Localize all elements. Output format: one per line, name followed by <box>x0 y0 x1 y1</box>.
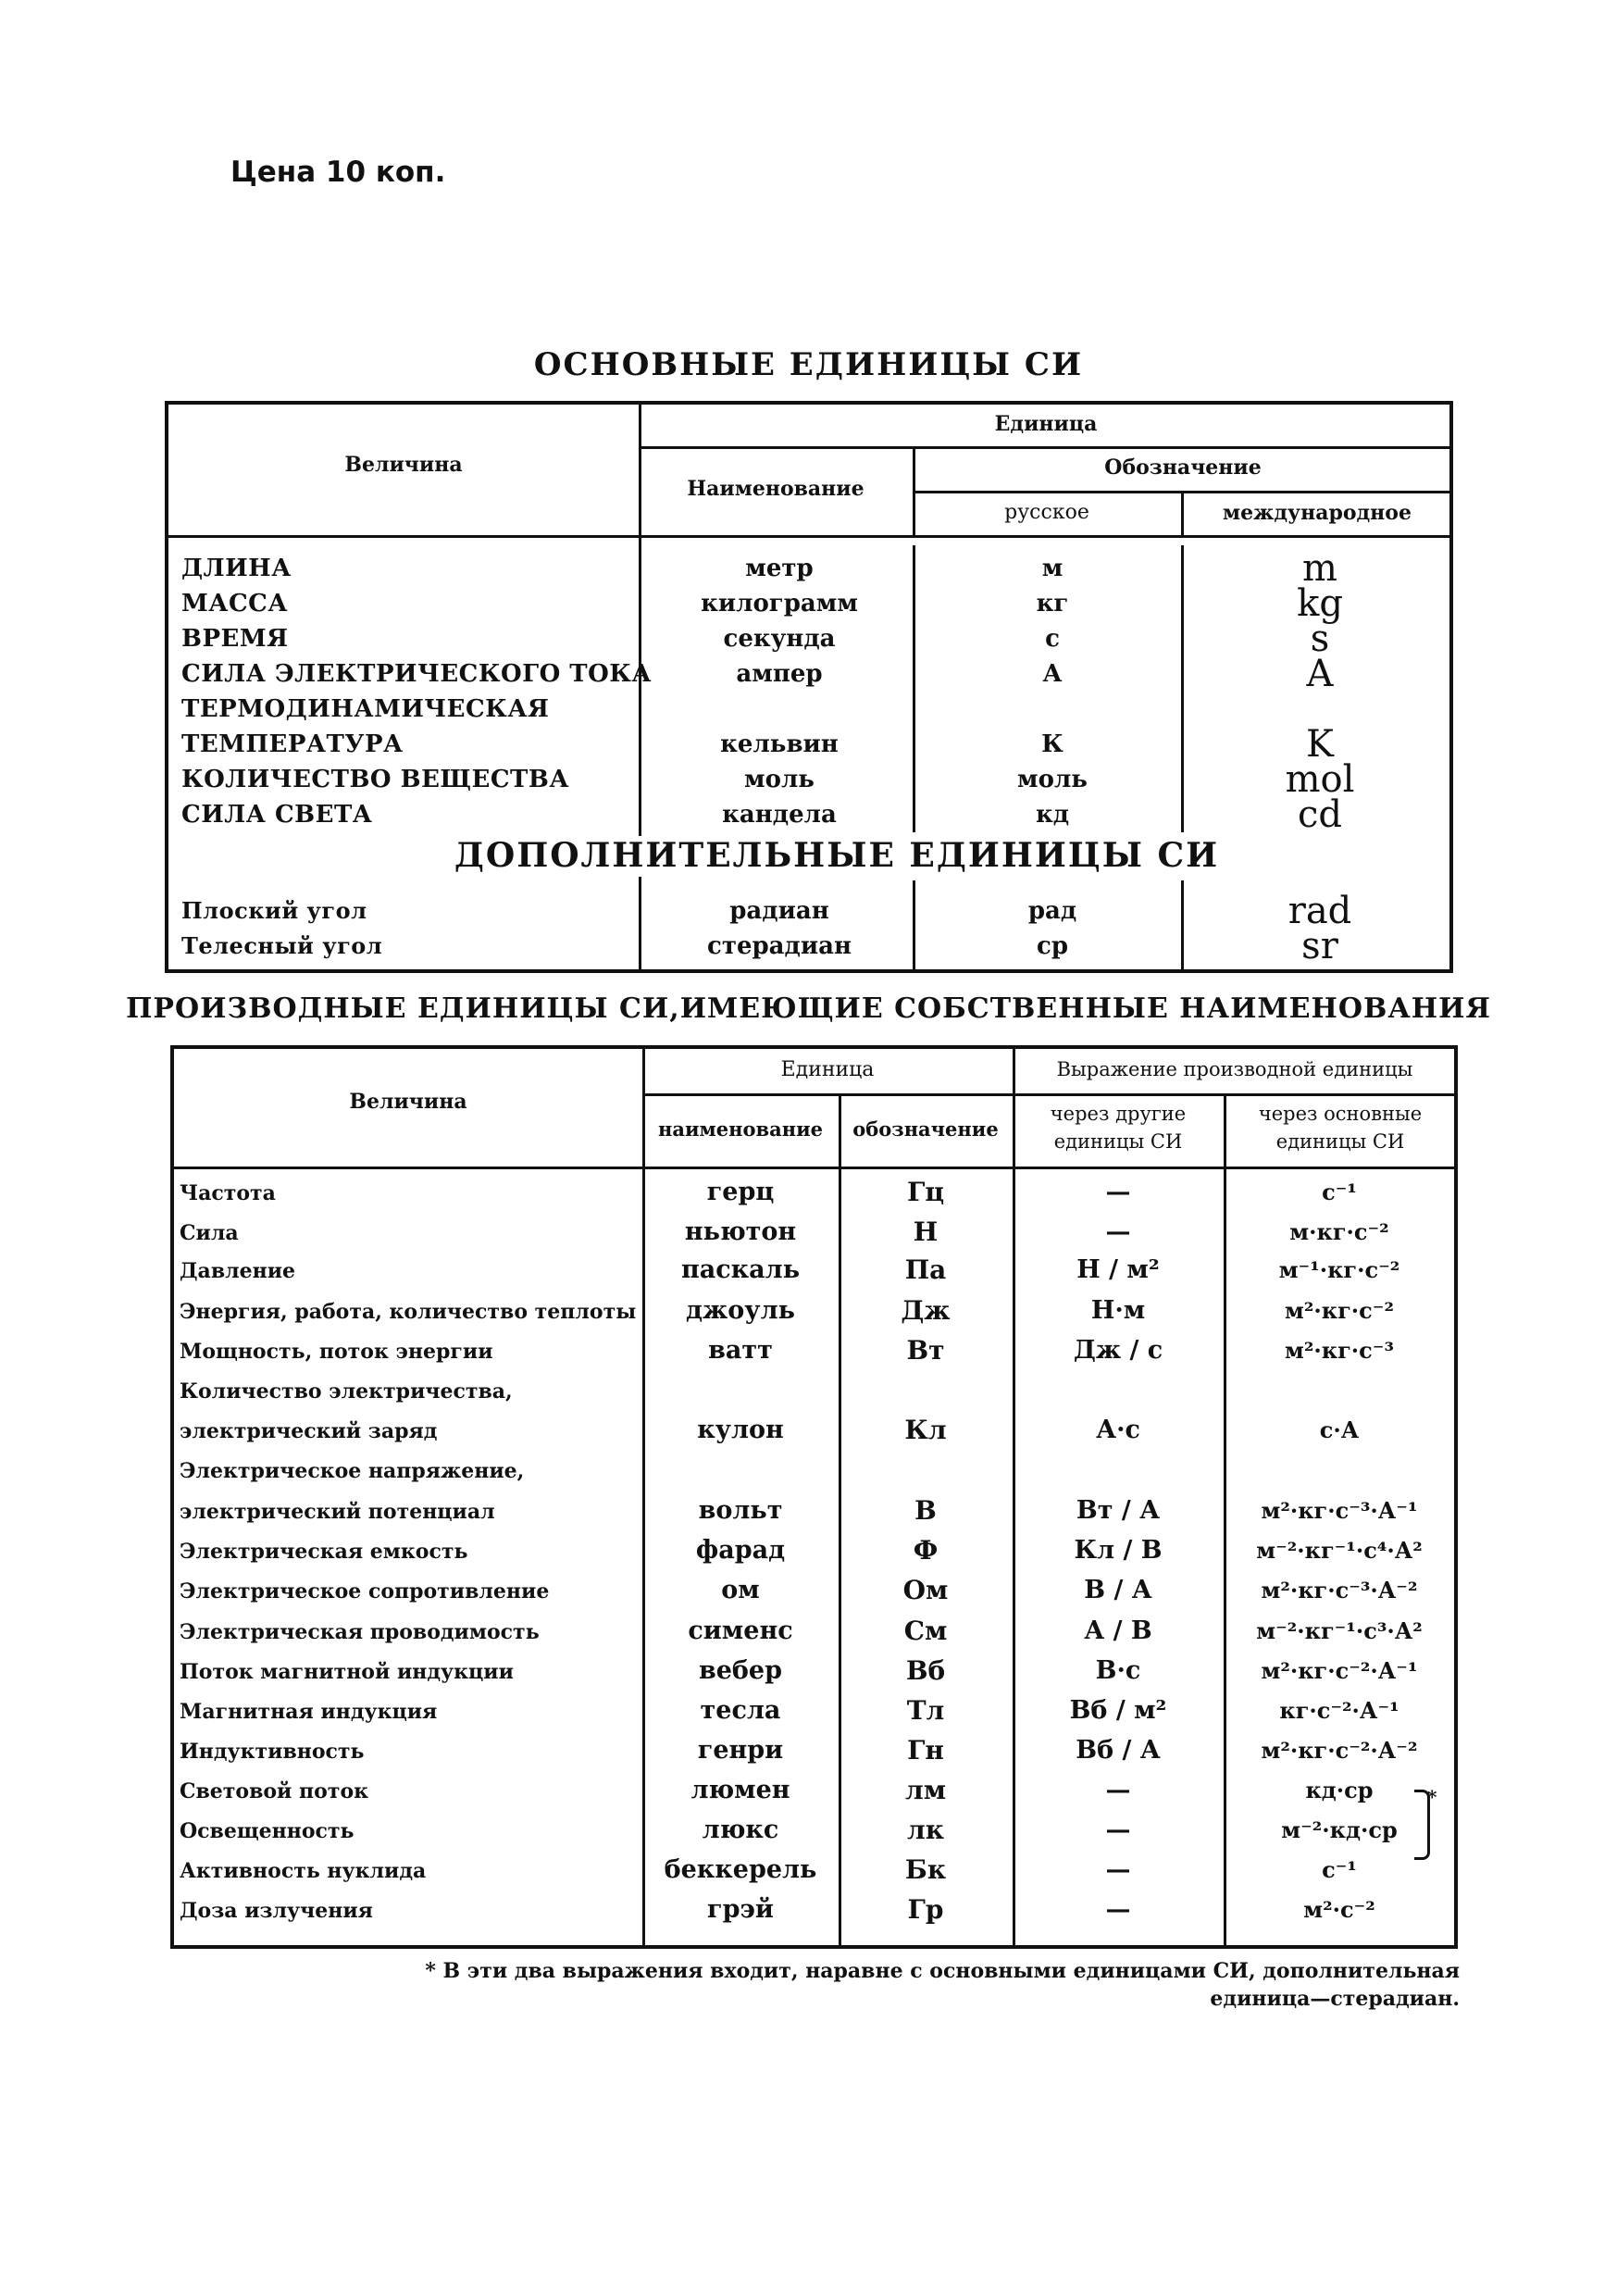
expression-base-units: кд·ср <box>1305 1777 1374 1803</box>
unit-symbol: Гн <box>907 1735 944 1766</box>
unit-name: кельвин <box>720 730 839 758</box>
unit-name: генри <box>697 1736 784 1765</box>
table-row <box>174 1689 1454 1726</box>
quantity-name: МАССА <box>181 590 289 618</box>
expression-base-units: м²·кг·с⁻³ <box>1285 1337 1394 1364</box>
russian-symbol: моль <box>1017 766 1088 793</box>
russian-symbol: кг <box>1036 590 1069 618</box>
footnote-mark: * <box>1427 1786 1437 1808</box>
table-row <box>174 1609 1454 1646</box>
expression-base-units: с⁻¹ <box>1322 1179 1357 1205</box>
unit-name: метр <box>745 555 814 582</box>
header-unit: Единица <box>994 412 1098 436</box>
quantity-name: Сила <box>180 1221 239 1245</box>
international-symbol: rad <box>1287 890 1352 932</box>
unit-name: паскаль <box>680 1255 801 1284</box>
quantity-name: электрический потенциал <box>180 1500 495 1524</box>
table-row <box>168 723 1449 766</box>
header-designation: Обозначение <box>1104 455 1262 480</box>
international-symbol: mol <box>1285 758 1355 801</box>
russian-symbol: кд <box>1035 801 1070 829</box>
quantity-name: Поток магнитной индукции <box>180 1660 514 1684</box>
expression-base-units: м⁻¹·кг·с⁻² <box>1278 1256 1400 1283</box>
quantity-name: электрический заряд <box>180 1419 438 1443</box>
quantity-name: Световой поток <box>180 1779 369 1803</box>
quantity-name: Доза излучения <box>180 1899 373 1923</box>
table-row <box>168 793 1449 836</box>
table-row <box>168 925 1449 967</box>
quantity-name: Магнитная индукция <box>180 1700 438 1724</box>
expression-other-units: Дж / с <box>1073 1336 1163 1365</box>
expression-other-units: В·с <box>1095 1656 1141 1685</box>
expression-other-units: Н / м² <box>1076 1255 1160 1284</box>
quantity-name: Электрическая проводимость <box>180 1620 540 1644</box>
international-symbol: K <box>1306 723 1334 766</box>
unit-name: фарад <box>695 1536 786 1565</box>
table-row <box>168 618 1449 660</box>
expression-other-units: Н·м <box>1090 1296 1146 1325</box>
quantity-name: СИЛА ЭЛЕКТРИЧЕСКОГО ТОКА <box>181 660 653 688</box>
quantity-name: Количество электричества, <box>180 1379 513 1404</box>
table-row <box>168 653 1449 695</box>
unit-symbol: Гр <box>907 1894 944 1925</box>
quantity-name: КОЛИЧЕСТВО ВЕЩЕСТВА <box>181 766 570 793</box>
international-symbol: s <box>1310 618 1330 660</box>
table-row <box>174 1808 1454 1845</box>
unit-symbol: Вб <box>905 1655 946 1686</box>
header-quantity: Величина <box>344 453 463 477</box>
expression-other-units: — <box>1105 1217 1131 1246</box>
table-row <box>174 1848 1454 1885</box>
russian-symbol: с <box>1045 625 1060 653</box>
unit-name: моль <box>744 766 815 793</box>
unit-symbol: Гц <box>906 1177 945 1207</box>
unit-name: тесла <box>700 1696 781 1725</box>
quantity-name: Мощность, поток энергии <box>180 1340 493 1364</box>
russian-symbol: м <box>1041 555 1063 582</box>
derived-units-title: ПРОИЗВОДНЫЕ ЕДИНИЦЫ СИ,ИМЕЮЩИЕ СОБСТВЕННЫЕ НАИМЕНОВАНИЯ <box>126 992 1491 1025</box>
expression-other-units: А / В <box>1084 1616 1152 1645</box>
unit-symbol: Дж <box>901 1295 951 1326</box>
header-russian: русское <box>1004 501 1089 524</box>
unit-name: вебер <box>698 1656 782 1685</box>
expression-base-units: кг·с⁻²·А⁻¹ <box>1279 1697 1399 1724</box>
quantity-name: Энергия, работа, количество теплоты <box>180 1300 637 1324</box>
expression-other-units: — <box>1105 1776 1131 1804</box>
international-symbol: A <box>1306 653 1334 695</box>
unit-name: беккерель <box>664 1855 817 1884</box>
table-row <box>174 1728 1454 1766</box>
expression-base-units: м²·кг·с⁻²·А⁻² <box>1261 1737 1418 1764</box>
quantity-name: Телесный угол <box>181 932 383 959</box>
unit-name: секунда <box>723 625 836 653</box>
quantity-name: Активность нуклида <box>180 1859 427 1883</box>
unit-symbol: В <box>914 1495 937 1526</box>
russian-symbol: А <box>1042 660 1063 688</box>
unit-symbol: Вт <box>906 1335 945 1366</box>
unit-name: ом <box>721 1576 760 1604</box>
unit-name: килограмм <box>701 590 858 618</box>
unit-name: стерадиан <box>707 932 852 960</box>
expression-base-units: м⁻²·кг⁻¹·с⁴·А² <box>1256 1537 1423 1564</box>
table-row <box>174 1210 1454 1247</box>
header-via-other-1: через другие <box>1050 1103 1187 1125</box>
header-unit: Единица <box>780 1058 875 1081</box>
quantity-name: Давление <box>180 1259 296 1283</box>
unit-name: вольт <box>698 1496 783 1525</box>
quantity-name: Электрическое напряжение, <box>180 1459 525 1483</box>
unit-symbol: Н <box>913 1217 939 1247</box>
unit-name: грэй <box>707 1895 774 1924</box>
table-row <box>174 1248 1454 1285</box>
unit-name: люмен <box>690 1776 790 1804</box>
unit-name: кулон <box>697 1416 784 1444</box>
international-symbol: m <box>1302 547 1337 590</box>
russian-symbol: К <box>1041 730 1063 758</box>
expression-other-units: — <box>1105 1855 1131 1884</box>
table-row <box>174 1289 1454 1326</box>
expression-other-units: — <box>1105 1178 1131 1206</box>
quantity-name: ДЛИНА <box>181 555 292 582</box>
table-row <box>174 1329 1454 1366</box>
table-row <box>174 1529 1454 1566</box>
russian-symbol: ср <box>1036 932 1068 960</box>
unit-name: джоуль <box>686 1296 795 1325</box>
unit-symbol: Ф <box>913 1535 939 1566</box>
table-row <box>174 1489 1454 1526</box>
expression-base-units: м⁻²·кд·ср <box>1281 1816 1398 1843</box>
header-via-base-2: единицы СИ <box>1275 1130 1405 1153</box>
quantity-name: ТЕМПЕРАТУРА <box>181 730 404 758</box>
unit-symbol: Бк <box>904 1854 947 1885</box>
footnote-line-1: * В эти два выражения входит, наравне с основными единицами СИ, дополнительная <box>425 1959 1460 1983</box>
unit-name: люкс <box>702 1816 779 1844</box>
price-label: Цена 10 коп. <box>230 156 446 189</box>
table-row <box>168 547 1449 590</box>
expression-base-units: с⁻¹ <box>1322 1856 1357 1883</box>
unit-symbol: См <box>903 1616 948 1646</box>
quantity-name: ТЕРМОДИНАМИЧЕСКАЯ <box>181 695 550 723</box>
header-symbol: обозначение <box>852 1117 999 1141</box>
table-row <box>168 890 1449 932</box>
supplementary-units-title: ДОПОЛНИТЕЛЬНЫЕ ЕДИНИЦЫ СИ <box>168 836 1449 877</box>
base-units-table <box>165 401 1453 973</box>
unit-name: герц <box>706 1178 775 1206</box>
quantity-name: Частота <box>180 1181 276 1205</box>
quantity-name: Плоский угол <box>181 897 367 924</box>
international-symbol: kg <box>1297 582 1343 625</box>
header-international: международное <box>1223 501 1412 525</box>
expression-other-units: В / А <box>1084 1576 1152 1604</box>
expression-base-units: м²·кг·с⁻² <box>1285 1297 1394 1324</box>
unit-name: сименс <box>688 1616 793 1645</box>
table-row <box>174 1368 1454 1405</box>
table-row <box>174 1888 1454 1925</box>
expression-other-units: Вб / м² <box>1069 1696 1167 1725</box>
unit-symbol: Ом <box>902 1575 949 1605</box>
expression-other-units: — <box>1105 1895 1131 1924</box>
header-via-other-2: единицы СИ <box>1053 1130 1183 1153</box>
expression-other-units: А·с <box>1096 1416 1140 1444</box>
expression-base-units: с·А <box>1319 1416 1360 1443</box>
expression-other-units: Вб / А <box>1076 1736 1161 1765</box>
russian-symbol: рад <box>1027 897 1077 925</box>
expression-base-units: м²·с⁻² <box>1303 1896 1375 1923</box>
table-row <box>174 1649 1454 1686</box>
expression-base-units: м⁻²·кг⁻¹·с³·А² <box>1256 1617 1423 1644</box>
unit-symbol: лм <box>904 1775 947 1805</box>
expression-base-units: м²·кг·с⁻²·А⁻¹ <box>1261 1657 1418 1684</box>
table-row <box>174 1768 1454 1805</box>
unit-name: радиан <box>729 897 829 925</box>
unit-name: ньютон <box>684 1217 797 1246</box>
quantity-name: Электрическое сопротивление <box>180 1579 550 1603</box>
expression-base-units: м²·кг·с⁻³·А⁻¹ <box>1261 1497 1418 1524</box>
expression-base-units: м²·кг·с⁻³·А⁻² <box>1261 1577 1418 1603</box>
unit-symbol: Па <box>904 1254 947 1285</box>
unit-symbol: Тл <box>906 1695 945 1726</box>
base-units-title: ОСНОВНЫЕ ЕДИНИЦЫ СИ <box>533 346 1084 383</box>
footnote-line-2: единица—стерадиан. <box>1210 1987 1460 2011</box>
unit-symbol: лк <box>907 1815 944 1845</box>
footnote <box>349 1957 1460 2013</box>
quantity-name: Освещенность <box>180 1819 354 1843</box>
international-symbol: cd <box>1297 793 1342 836</box>
international-symbol: sr <box>1301 925 1338 967</box>
header-via-base-1: через основные <box>1258 1103 1423 1125</box>
table-row <box>168 692 1449 727</box>
unit-name: ватт <box>708 1336 773 1365</box>
table-row <box>174 1408 1454 1445</box>
quantity-name: СИЛА СВЕТА <box>181 801 373 829</box>
header-expression: Выражение производной единицы <box>1056 1058 1413 1080</box>
header-name: Наименование <box>687 477 864 501</box>
table-row <box>174 1448 1454 1485</box>
table-row <box>168 758 1449 801</box>
quantity-name: Индуктивность <box>180 1740 365 1764</box>
header-quantity: Величина <box>349 1090 467 1114</box>
header-name: наименование <box>657 1117 824 1141</box>
expression-other-units: Вт / А <box>1076 1496 1161 1525</box>
expression-other-units: Кл / В <box>1074 1536 1163 1565</box>
expression-base-units: м·кг·с⁻² <box>1289 1218 1389 1245</box>
unit-name: кандела <box>722 801 837 829</box>
unit-name: ампер <box>736 660 823 688</box>
table-row <box>174 1170 1454 1207</box>
derived-units-table <box>170 1045 1458 1949</box>
quantity-name: Электрическая емкость <box>180 1540 468 1564</box>
unit-symbol: Кл <box>904 1415 947 1445</box>
quantity-name: ВРЕМЯ <box>181 625 289 653</box>
table-row <box>168 582 1449 625</box>
expression-other-units: — <box>1105 1816 1131 1844</box>
table-row <box>174 1568 1454 1605</box>
